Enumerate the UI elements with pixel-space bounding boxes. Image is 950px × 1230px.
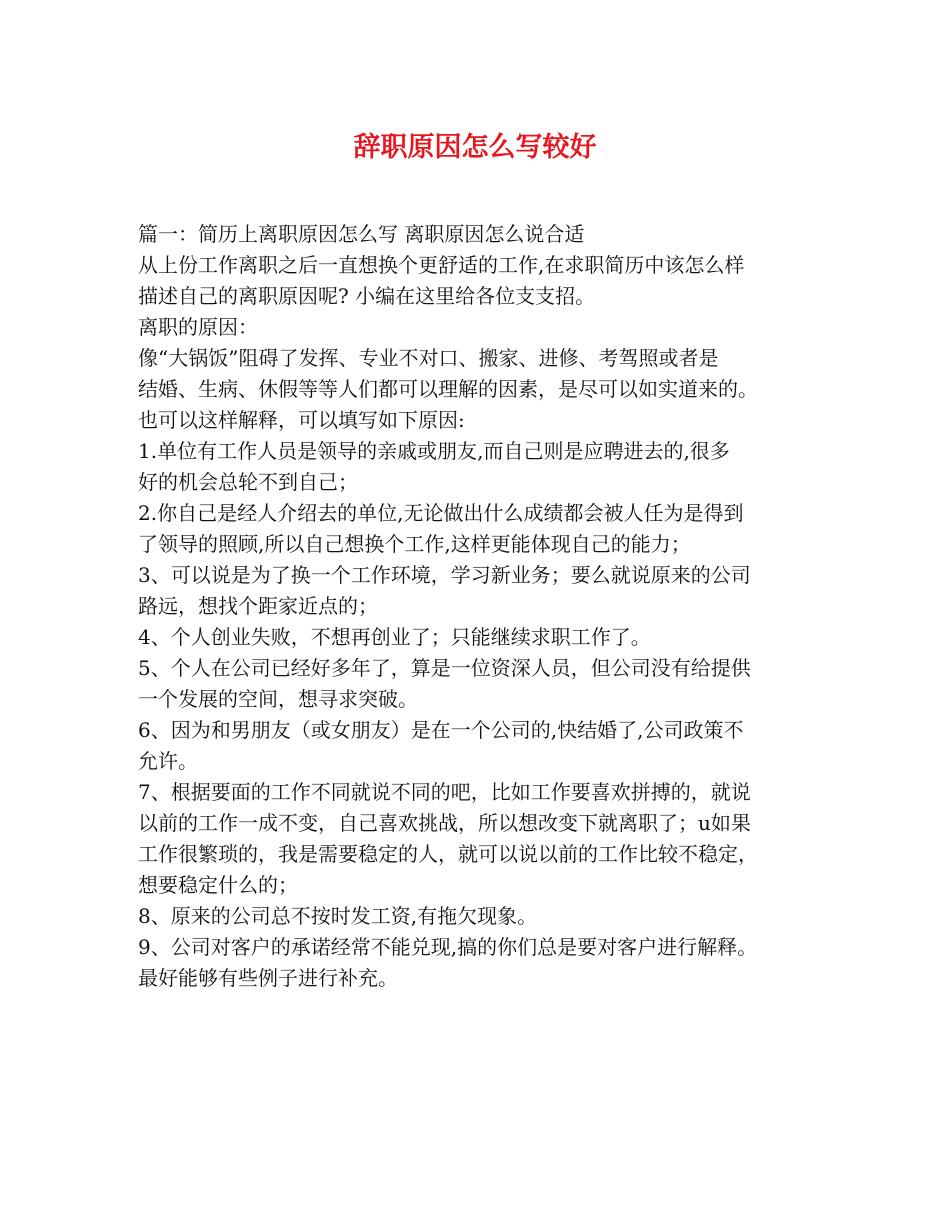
body-line: 3、可以说是为了换一个工作环境，学习新业务；要么就说原来的公司 xyxy=(138,563,751,587)
body-line: 路远，想找个距家近点的； xyxy=(138,594,378,618)
body-line: 最好能够有些例子进行补充。 xyxy=(138,966,398,990)
body-line: 2.你自己是经人介绍去的单位,无论做出什么成绩都会被人任为是得到 xyxy=(138,501,744,525)
body-line: 以前的工作一成不变，自己喜欢挑战，所以想改变下就离职了；u如果 xyxy=(138,811,751,835)
body-line: 也可以这样解释，可以填写如下原因: xyxy=(138,408,465,432)
body-line: 像“大锅饭”阻碍了发挥、专业不对口、搬家、进修、考驾照或者是 xyxy=(138,346,719,370)
body-line: 了领导的照顾,所以自己想换个工作,这样更能体现自己的能力； xyxy=(138,532,691,556)
document-body xyxy=(138,219,818,994)
body-line: 一个发展的空间，想寻求突破。 xyxy=(138,687,418,711)
body-line: 9、公司对客户的承诺经常不能兑现,搞的你们总是要对客户进行解释。 xyxy=(138,935,758,959)
body-line: 从上份工作离职之后一直想换个更舒适的工作,在求职简历中该怎么样 xyxy=(138,253,745,277)
body-line: 8、原来的公司总不按时发工资,有拖欠现象。 xyxy=(138,904,538,928)
body-line: 篇一：简历上离职原因怎么写 离职原因怎么说合适 xyxy=(138,222,585,246)
body-line: 好的机会总轮不到自己； xyxy=(138,470,358,494)
body-line: 4、个人创业失败，不想再创业了；只能继续求职工作了。 xyxy=(138,625,651,649)
body-line: 工作很繁琐的，我是需要稳定的人，就可以说以前的工作比较不稳定， xyxy=(138,842,758,866)
body-line: 离职的原因： xyxy=(138,315,258,339)
body-line: 7、根据要面的工作不同就说不同的吧，比如工作要喜欢拼搏的，就说 xyxy=(138,780,751,804)
body-line: 6、因为和男朋友（或女朋友）是在一个公司的,快结婚了,公司政策不 xyxy=(138,718,744,742)
body-line: 结婚、生病、休假等等人们都可以理解的因素，是尽可以如实道来的。 xyxy=(138,377,758,401)
body-line: 1.单位有工作人员是领导的亲戚或朋友,而自己则是应聘进去的,很多 xyxy=(138,439,730,463)
document-title: 辞职原因怎么写较好 xyxy=(353,132,597,163)
body-line: 5、个人在公司已经好多年了，算是一位资深人员，但公司没有给提供 xyxy=(138,656,751,680)
body-line: 想要稳定什么的； xyxy=(138,873,298,897)
body-line: 允许。 xyxy=(138,749,198,773)
body-line: 描述自己的离职原因呢? 小编在这里给各位支支招。 xyxy=(138,284,596,308)
